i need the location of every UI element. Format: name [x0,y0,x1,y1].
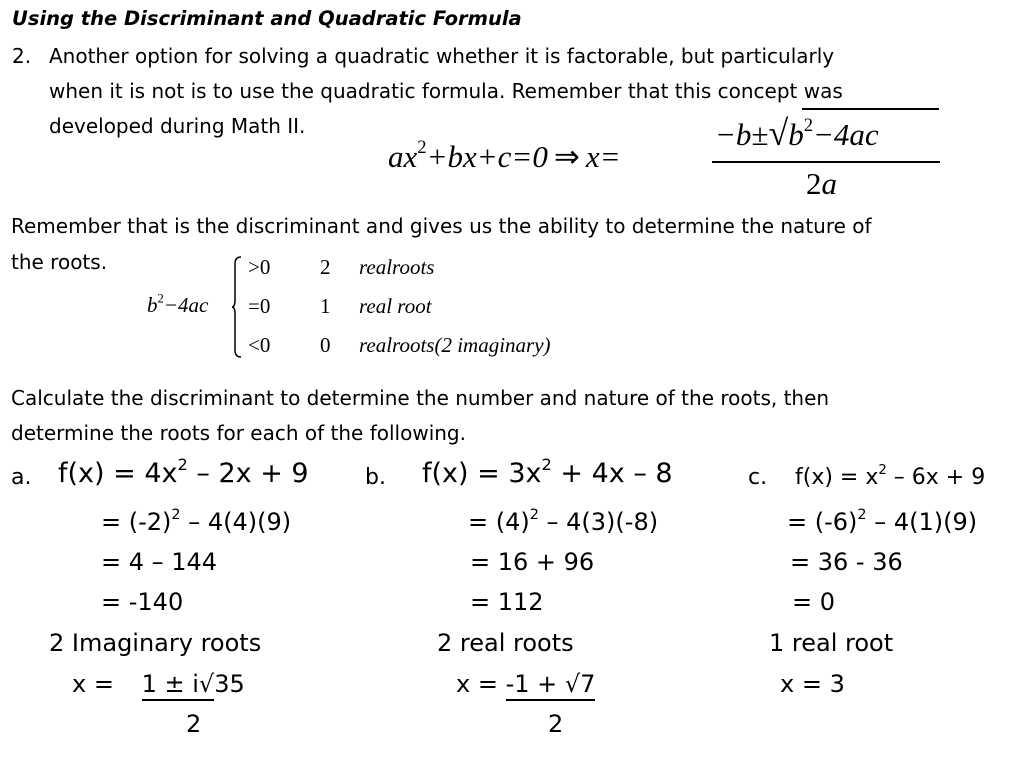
problem-a-root: x = 1 ± i√35 [72,670,245,698]
item-number: 2. [12,44,32,68]
problem-b-root-denominator: 2 [548,710,564,738]
quadratic-equation: $ax^2+bx+c=0$ ⇒ x= [388,137,621,174]
discriminant-note-line-1: Remember that is the discriminant and gives us the ability to determine the nature of [11,214,872,238]
case-greater-condition: >0 [248,255,271,279]
radical-bar [802,108,939,110]
case-equal-condition: =0 [248,294,271,318]
intro-line-3: developed during Math II. [49,114,306,138]
problem-a-function: $f(x) = 4x^2 - 2x + 9$ [58,454,309,489]
case-equal-count: 1 [320,294,331,318]
case-greater-count: 2 [320,255,331,279]
problem-a-label: a. [11,465,32,490]
problem-c-root: x = 3 [780,670,845,698]
problem-c-step-1: = $(-6)^2 - 4(1)(9)$ [787,507,978,536]
problem-b-step-2: = 16 + 96 [470,548,595,576]
case-greater-desc: realroots [359,255,435,279]
problem-b-root-numerator: -1 + √7 [506,670,596,701]
discriminant-note-line-2: the roots. [11,250,108,274]
case-equal-desc: real root [359,294,432,318]
problem-c-step-2: = 36 - 36 [790,548,903,576]
problem-b-function: $f(x) = 3x^2 + 4x - 8$ [422,454,673,489]
problem-b-root: x = -1 + √7 [456,670,595,698]
problem-c-label: c. [748,465,768,490]
problem-b-nature: 2 real roots [437,629,574,657]
intro-line-2: when it is not is to use the quadratic formula. Remember that this concept was [49,79,843,103]
fraction-bar [712,161,940,163]
formula-denominator: 2a [806,166,837,201]
problem-b-step-3: = 112 [470,588,544,616]
problem-a-nature: 2 Imaginary roots [49,629,262,657]
case-less-desc: realroots(2 imaginary) [359,333,551,357]
problem-a-root-numerator: 1 ± i√ [142,670,215,701]
problem-c-nature: 1 real root [769,629,894,657]
problem-c-step-3: = 0 [792,588,836,616]
case-less-count: 0 [320,333,331,357]
problem-a-step-1: = $(-2)^2 - 4(4)(9)$ [101,507,292,536]
problem-c-function: $f(x) = x^2 - 6x + 9$ [795,463,986,490]
discriminant-expression: $b^2-4ac$ [147,291,209,317]
problem-a-step-2: = 4 – 144 [101,548,218,576]
formula-numerator: $-b\pm√b^2-4ac$ [715,113,879,153]
problem-b-step-1: = $(4)^2 - 4(3)(-8)$ [468,507,659,536]
problem-a-root-denominator: 2 [186,710,202,738]
case-less-condition: <0 [248,333,271,357]
instructions-line-1: Calculate the discriminant to determine the number and nature of the roots, then [11,386,830,410]
instructions-line-2: determine the roots for each of the following. [11,421,466,445]
problem-a-step-3: = -140 [101,588,184,616]
slide-title: Using the Discriminant and Quadratic Formula [12,7,522,30]
problem-b-label: b. [365,465,386,490]
left-brace [232,256,242,358]
intro-line-1: Another option for solving a quadratic whether it is factorable, but particularly [49,44,835,68]
